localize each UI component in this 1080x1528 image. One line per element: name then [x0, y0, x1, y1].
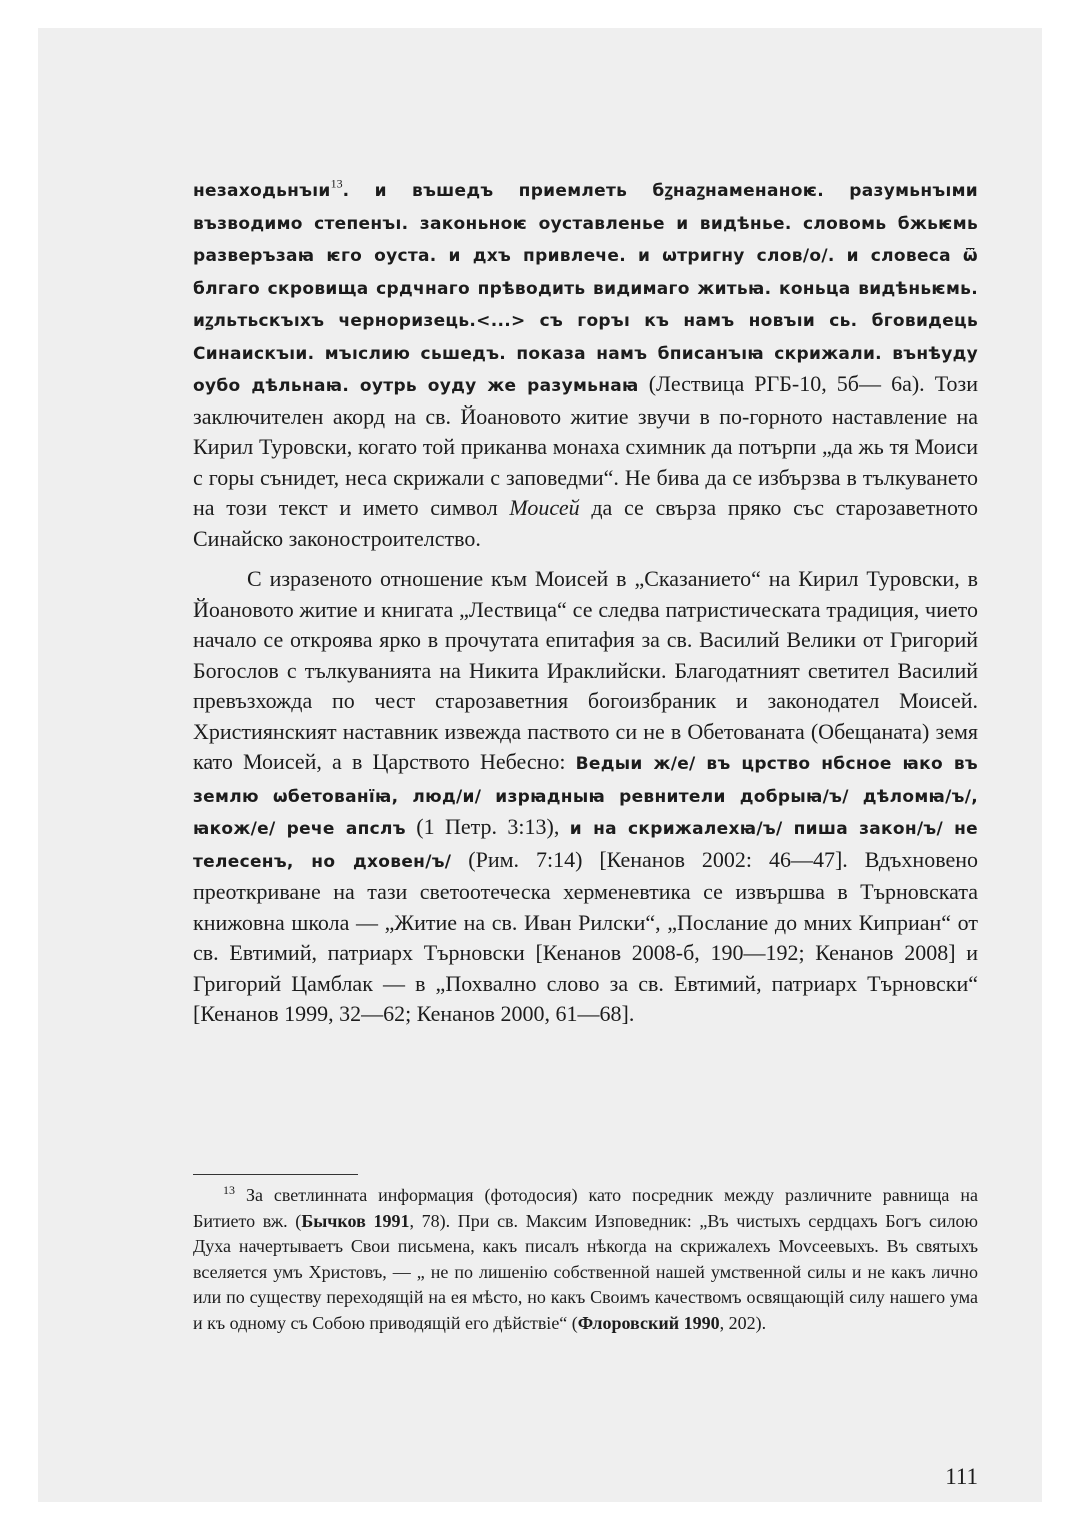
church-slavonic-quote: незаходьнъıи [193, 181, 331, 201]
footnote-ref[interactable]: 13 [330, 176, 343, 191]
page-sheet [38, 28, 1042, 1502]
church-slavonic-quote: . и въшедъ приемлеть бꙁнаꙁнаменаноѥ. разумьнъıми възводимо степенъı. законьноѥ оуставленье и видѣнье. словомь бжьѥмь разверъзаꙗ ѥго оуста. и дхъ привлече. и ѡтригну слов/о/. и словеса ѿ блгаго скровища срдчнаго прѣводить видимаго житьꙗ. коньца видѣньѥмь. иꙁльтьскъıхъ черноризець.<...> съ горъı къ намъ новъıи сь. бговидець Синаискъıи. мъıслию сьшедъ. показа намъ бписанъıꙗ скрижали. вънѣуду оубо дѣльнаꙗ. оутрь оуду же разумьнаꙗ [193, 181, 978, 396]
paragraph-2 [193, 564, 978, 1030]
footnote-text: , 202). [719, 1312, 767, 1333]
footnotes [193, 1183, 978, 1336]
footnote-citation: Бычков 1991 [301, 1210, 410, 1231]
footnote-text: , 78). При св. Максим Изповедник: „Въ чистыхъ сердцахъ Богъ силою Духа начертываетъ Свои письмена, какъ писалъ нѣкогда на скрижалехъ Моvсеевыхъ. Въ святыхъ вселяется умъ Христовъ, — „ не по лишенію собственной нашей умственной силы и не какъ лично или по существу переходящій на ея мѣсто, но какъ Своимъ качествомъ освящающій силу нашего ума и къ одному съ Собою приводящій его дѣйствіе“ ( [193, 1210, 978, 1333]
footnote-number: 13 [223, 1183, 235, 1197]
paragraph-text: (Лествица РГБ-10, 5б— 6а). Този заключителен акорд на св. Йоановото житие звучи в по-горното наставление на Кирил Туровски, когато той приканва монаха схимник да потърпи „да жь тя Моиси с горы сънидет, неса скрижали с заповедми“. Не бива да се избързва в тълкуването на този текст и името символ [193, 371, 978, 520]
footnote-13 [193, 1183, 978, 1336]
church-slavonic-quote: и на скрижалехꙗ/ъ/ пиша закон/ъ/ не телесенъ, но дховен/ъ/ [193, 819, 978, 872]
italic-term: Моисей [509, 495, 580, 520]
page-number: 111 [945, 1464, 978, 1489]
footnote-text: За светлинната информация (фотодосия) като посредник между различните равнища на Битието вж. ( [193, 1185, 978, 1231]
paragraph-text: (Рим. 7:14) [Кенанов 2002: 46—47]. Вдъхновено преоткриване на тази светоотеческа херменевтика се извършва в Търновската книжовна школа — „Житие на св. Иван Рилски“, „Послание до мних Киприан“ от св. Евтимий, патриарх Търновски [Кенанов 2008-б, 190—192; Кенанов 2008] и Григорий Цамблак — в „Похвално слово за св. Евтимий, патриарх Търновски“ [Кенанов 1999, 32—62; Кенанов 2000, 61—68]. [193, 846, 978, 1026]
paragraph-1 [193, 174, 978, 554]
main-text [193, 174, 978, 1030]
paragraph-text: С изразеното отношение към Моисей в „Сказанието“ на Кирил Туровски, в Йоановото житие и книгата „Лествица“ се следва патристическата традиция, чието начало се откроява ярко в прочутата епитафия за св. Василий Велики от Григорий Богослов с тълкуванията на Никита Ираклийски. Благодатният светител Василий превъзхожда по чест старозаветния богоизбраник и законодател Моисей. Християнският наставник извежда паството си не в Обетованата (Обещаната) земя като Моисей, а в Царството Небесно: [193, 566, 978, 774]
footnote-citation: Флоровский 1990 [577, 1312, 720, 1333]
paragraph-text: да се свърза пряко със старозаветното Синайско законостроителство. [193, 495, 978, 551]
footnote-divider [193, 1174, 358, 1175]
church-slavonic-quote: Ведыи ж/е/ въ црство нбсное ꙗко въ землю ѡбетованїꙗ, люд/и/ изрꙗдныꙗ ревнители добрыꙗ/ъ/ дѣломꙗ/ъ/, ꙗкож/е/ рече апслъ [193, 754, 978, 839]
paragraph-text: (1 Петр. 3:13), [405, 814, 570, 839]
